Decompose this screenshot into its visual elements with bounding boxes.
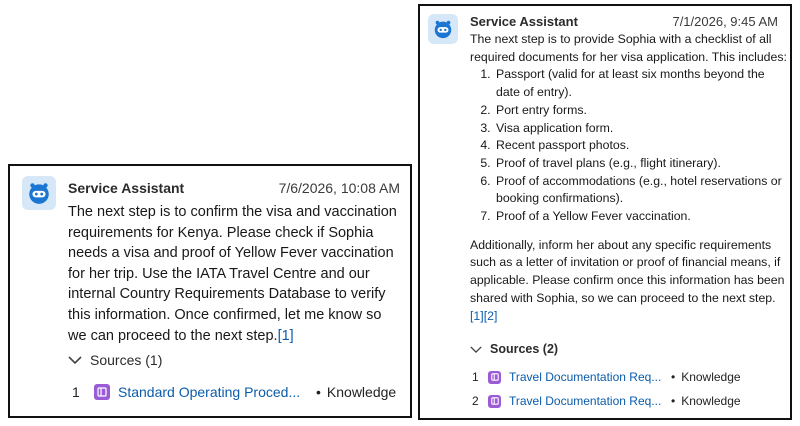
message-body xyxy=(68,202,404,346)
list-item: 3. Visa application form. xyxy=(494,120,788,138)
sources-toggle[interactable] xyxy=(68,352,162,368)
citation-link[interactable]: [1] xyxy=(470,308,484,323)
separator-dot: • xyxy=(671,370,676,384)
sender-name: Service Assistant xyxy=(68,180,185,196)
chevron-down-icon xyxy=(68,355,82,365)
source-type: Knowledge xyxy=(681,394,741,408)
message-intro: The next step is to provide Sophia with a checklist of all required documents for her visa application. This includes: xyxy=(470,32,787,64)
sources-label: Sources (1) xyxy=(90,352,163,368)
source-number: 1 xyxy=(72,384,80,400)
message-text: The next step is to confirm the visa and vaccination requirements for Kenya. Please check if Sophia needs a visa and proof of Yellow Fever vaccination for her trip. Use the IATA Travel Centre and our internal Country Requirements Database to verify this information. Once confirmed, let me know so we can proceed to the next step. xyxy=(68,204,397,344)
knowledge-article-icon xyxy=(488,371,501,384)
source-title-link[interactable]: Travel Documentation Req... xyxy=(509,394,662,408)
knowledge-article-icon xyxy=(94,384,110,400)
source-number: 2 xyxy=(472,394,479,408)
requirements-list xyxy=(470,66,788,225)
message-body xyxy=(470,31,788,325)
message-timestamp: 7/1/2026, 9:45 AM xyxy=(672,14,778,29)
sources-label: Sources (2) xyxy=(490,342,559,356)
bot-avatar-icon xyxy=(22,176,56,210)
citation-link[interactable]: [1] xyxy=(277,327,294,344)
right-chat-message xyxy=(418,4,792,420)
source-row xyxy=(472,394,741,408)
source-row xyxy=(472,370,741,384)
list-item: 2. Port entry forms. xyxy=(494,102,788,120)
list-item: 7. Proof of a Yellow Fever vaccination. xyxy=(494,208,788,226)
list-item: 5. Proof of travel plans (e.g., flight itinerary). xyxy=(494,155,788,173)
source-row xyxy=(72,384,396,400)
source-title-link[interactable]: Standard Operating Proced... xyxy=(118,384,301,400)
knowledge-article-icon xyxy=(488,395,501,408)
source-type: Knowledge xyxy=(326,384,397,400)
source-type: Knowledge xyxy=(681,370,741,384)
list-item: 6. Proof of accommodations (e.g., hotel reservations or booking confirmations). xyxy=(494,173,788,208)
source-title-link[interactable]: Travel Documentation Req... xyxy=(509,370,662,384)
left-chat-message xyxy=(8,164,412,418)
source-number: 1 xyxy=(472,370,479,384)
message-outro: Additionally, inform her about any specific requirements such as a letter of invitation or proof of financial means, if applicable. Please confirm once this information has been shared with Sophia, so we can proceed to the next step. xyxy=(470,237,785,305)
list-item: 4. Recent passport photos. xyxy=(494,137,788,155)
sender-name: Service Assistant xyxy=(470,14,578,29)
message-timestamp: 7/6/2026, 10:08 AM xyxy=(278,180,400,196)
chevron-down-icon xyxy=(470,345,482,354)
separator-dot: • xyxy=(316,384,321,400)
sources-toggle[interactable] xyxy=(470,342,558,356)
list-item: 1. Passport (valid for at least six months beyond the date of entry). xyxy=(494,66,788,101)
citation-link[interactable]: [2] xyxy=(483,308,498,323)
bot-avatar-icon xyxy=(428,14,458,44)
separator-dot: • xyxy=(671,394,676,408)
